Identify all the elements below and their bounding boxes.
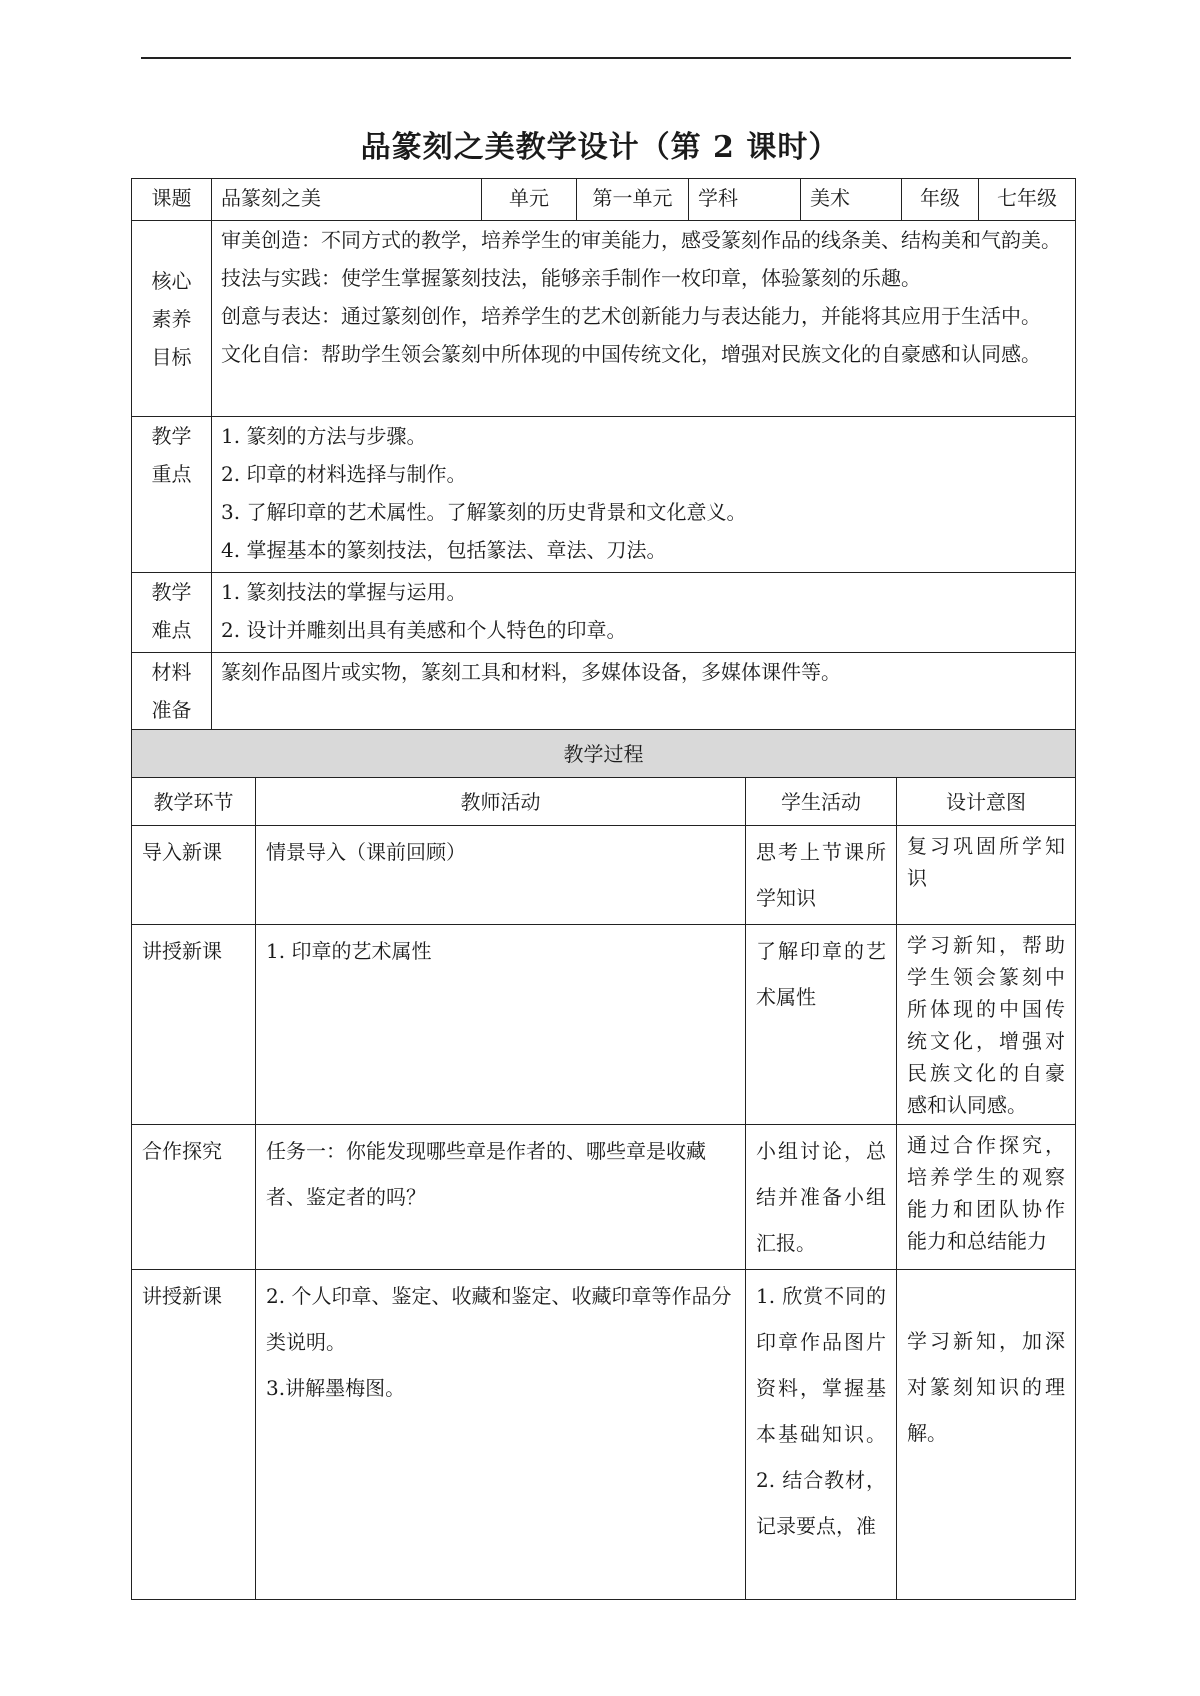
header-intent: 设计意图 [897, 778, 1076, 826]
process-row [132, 925, 1076, 1125]
design-intent-cell: 通过合作探究，培养学生的观察能力和团队协作能力和总结能力 [897, 1125, 1076, 1270]
focus-item: 1. 篆刻的方法与步骤。 [221, 424, 427, 448]
teacher-activity-cell: 1. 印章的艺术属性 [256, 925, 746, 1125]
difficulty-label: 教学 难点 [132, 573, 212, 653]
focus-item: 3. 了解印章的艺术属性。了解篆刻的历史背景和文化意义。 [221, 500, 747, 524]
student-activity-cell: 1. 欣赏不同的印章作品图片资料，掌握基本基础知识。 2. 结合教材，记录要点，准 [746, 1270, 897, 1600]
design-intent-cell: 学习新知，加深对篆刻知识的理解。 [897, 1270, 1076, 1600]
process-row [132, 1125, 1076, 1270]
stage-cell: 讲授新课 [132, 925, 256, 1125]
student-activity-cell: 小组讨论，总结并准备小组汇报。 [746, 1125, 897, 1270]
header-teacher: 教师活动 [256, 778, 746, 826]
lesson-info-table [131, 178, 1076, 731]
student-activity-cell: 了解印章的艺术属性 [746, 925, 897, 1125]
topic-label: 课题 [132, 179, 212, 221]
core-goals-content [212, 221, 1076, 417]
header-student: 学生活动 [746, 778, 897, 826]
process-section-title: 教学过程 [132, 730, 1076, 778]
header-stage: 教学环节 [132, 778, 256, 826]
process-row [132, 826, 1076, 925]
focus-item: 2. 印章的材料选择与制作。 [221, 462, 467, 486]
focus-content [212, 417, 1076, 573]
info-row-focus [132, 417, 1076, 573]
stage-cell: 合作探究 [132, 1125, 256, 1270]
header-rule [141, 57, 1071, 59]
teacher-activity-cell: 任务一：你能发现哪些章是作者的、哪些章是收藏者、鉴定者的吗？ [256, 1125, 746, 1270]
unit-value: 第一单元 [577, 179, 689, 221]
stage-cell: 导入新课 [132, 826, 256, 925]
focus-label: 教学 重点 [132, 417, 212, 573]
info-row-difficulty [132, 573, 1076, 653]
core-goal-item: 文化自信：帮助学生领会篆刻中所体现的中国传统文化，增强对民族文化的自豪感和认同感。 [221, 342, 1041, 366]
difficulty-item: 1. 篆刻技法的掌握与运用。 [221, 580, 467, 604]
difficulty-content [212, 573, 1076, 653]
document-title: 品篆刻之美教学设计（第 2 课时） [360, 130, 840, 165]
teacher-activity-cell: 2. 个人印章、鉴定、收藏和鉴定、收藏印章等作品分类说明。 3.讲解墨梅图。 [256, 1270, 746, 1600]
difficulty-item: 2. 设计并雕刻出具有美感和个人特色的印章。 [221, 618, 627, 642]
materials-content: 篆刻作品图片或实物，篆刻工具和材料，多媒体设备，多媒体课件等。 [212, 653, 1076, 731]
info-row-core-goals [132, 221, 1076, 417]
core-goals-label: 核心 素养 目标 [132, 221, 212, 417]
design-intent-cell: 学习新知，帮助学生领会篆刻中所体现的中国传统文化，增强对民族文化的自豪感和认同感。 [897, 925, 1076, 1125]
process-column-headers [132, 778, 1076, 826]
teacher-activity-cell: 情景导入（课前回顾） [256, 826, 746, 925]
focus-item: 4. 掌握基本的篆刻技法，包括篆法、章法、刀法。 [221, 538, 667, 562]
info-row-materials [132, 653, 1076, 731]
grade-label: 年级 [902, 179, 979, 221]
subject-value: 美术 [801, 179, 902, 221]
core-goal-item: 创意与表达：通过篆刻创作，培养学生的艺术创新能力与表达能力，并能将其应用于生活中。 [221, 304, 1041, 328]
design-intent-cell: 复习巩固所学知识 [897, 826, 1076, 925]
process-section-header [132, 730, 1076, 778]
unit-label: 单元 [482, 179, 577, 221]
stage-cell: 讲授新课 [132, 1270, 256, 1600]
materials-label: 材料 准备 [132, 653, 212, 731]
subject-label: 学科 [689, 179, 801, 221]
teaching-process-table [131, 729, 1076, 1600]
info-row-topic [132, 179, 1076, 221]
core-goal-item: 技法与实践：使学生掌握篆刻技法，能够亲手制作一枚印章，体验篆刻的乐趣。 [221, 266, 921, 290]
process-row [132, 1270, 1076, 1600]
grade-value: 七年级 [979, 179, 1076, 221]
core-goal-item: 审美创造：不同方式的教学，培养学生的审美能力，感受篆刻作品的线条美、结构美和气韵美。 [221, 228, 1061, 252]
topic-value: 品篆刻之美 [212, 179, 482, 221]
student-activity-cell: 思考上节课所学知识 [746, 826, 897, 925]
